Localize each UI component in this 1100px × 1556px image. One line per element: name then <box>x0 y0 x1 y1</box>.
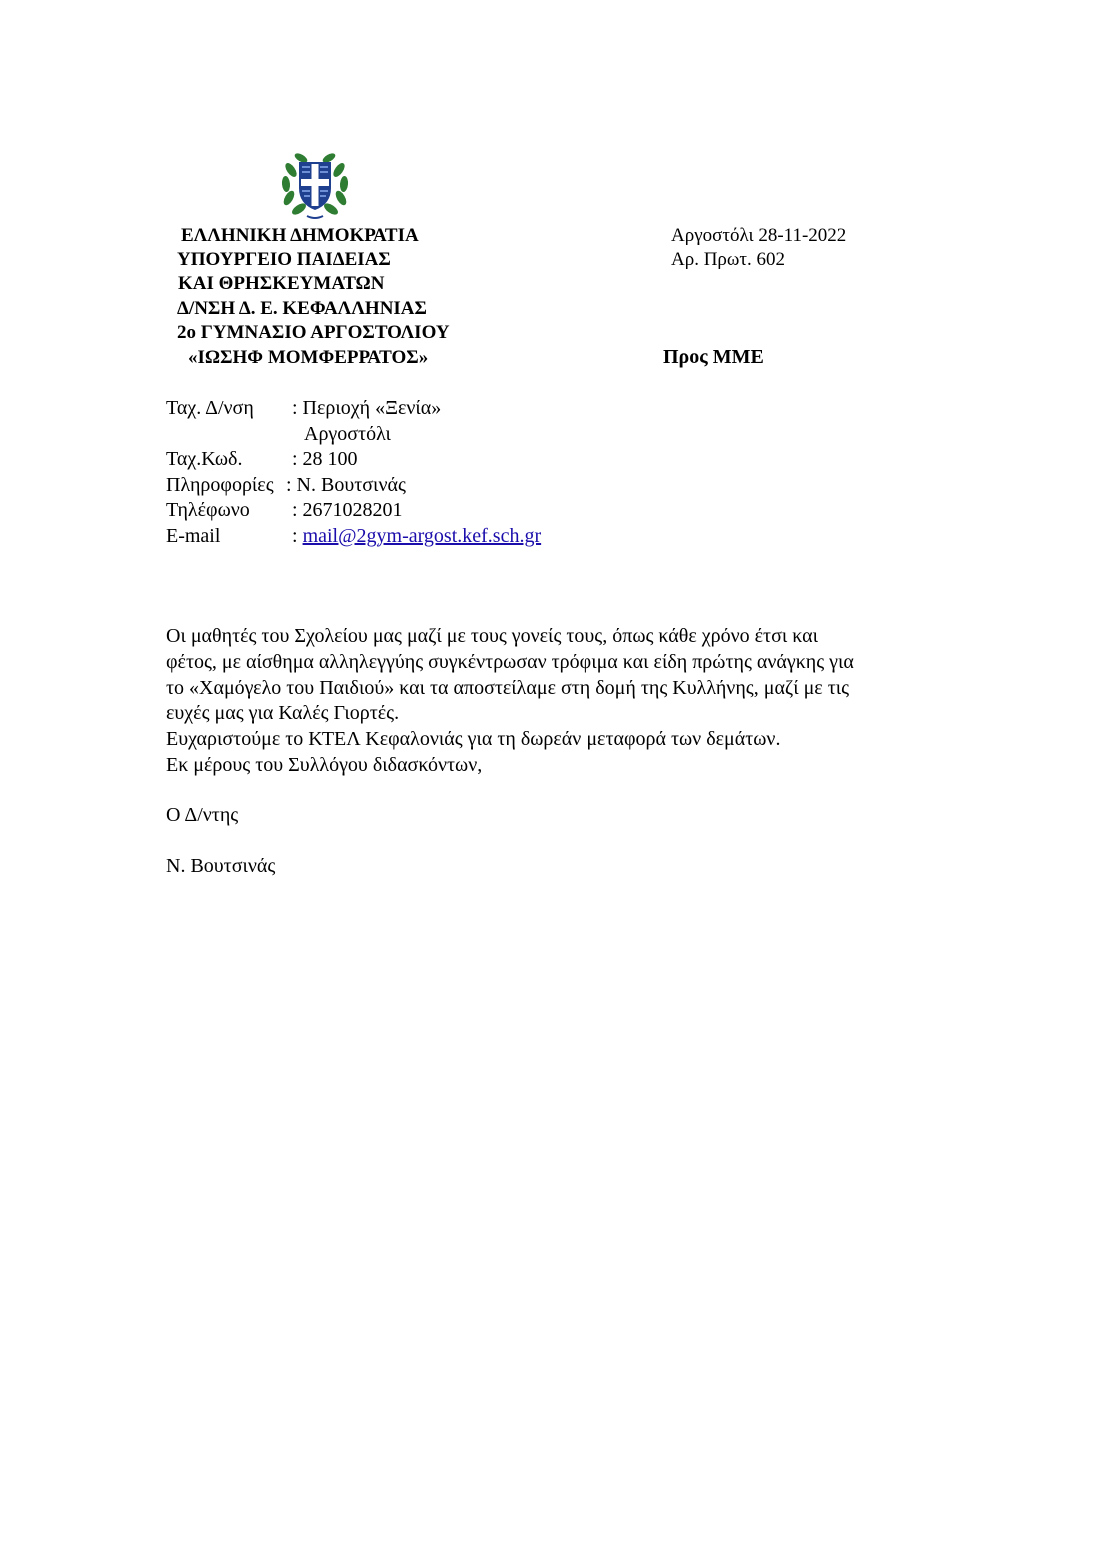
contact-block <box>166 396 686 549</box>
body-line-4: ευχές μας για Καλές Γιορτές. <box>166 702 400 725</box>
org-line-5: 2ο ΓΥΜΝΑΣΙΟ ΑΡΓΟΣΤΟΛΙΟΥ <box>177 322 450 343</box>
signature-name: Ν. Βουτσινάς <box>166 855 276 877</box>
address-label: Ταχ. Δ/νση <box>166 397 254 419</box>
protocol-number: Αρ. Πρωτ. 602 <box>671 249 786 270</box>
body-line-5: Ευχαριστούμε το ΚΤΕΛ Κεφαλονιάς για τη δωρεάν μεταφορά των δεμάτων. <box>166 728 781 751</box>
org-line-4: Δ/ΝΣΗ Δ. Ε. ΚΕΦΑΛΛΗΝΙΑΣ <box>177 298 427 319</box>
letter-body <box>166 624 854 779</box>
closing-title: Ο Δ/ντης <box>166 804 239 826</box>
email-value-wrap <box>292 524 541 550</box>
body-line-1: Οι μαθητές του Σχολείου μας μαζί με τους γονείς τους, όπως κάθε χρόνο έτσι και <box>166 625 819 647</box>
info-value: : Ν. Βουτσινάς <box>286 473 406 496</box>
body-line-2: φέτος, με αίσθημα αλληλεγγύης συγκέντρωσαν τρόφιμα και είδη πρώτης ανάγκης για <box>166 650 854 673</box>
contact-row-postcode <box>166 447 686 473</box>
email-prefix: : <box>292 524 303 547</box>
contact-row-phone <box>166 498 686 524</box>
postcode-label: Ταχ.Κωδ. <box>166 448 243 470</box>
phone-label: Τηλέφωνο <box>166 499 250 521</box>
address-value-2: Αργοστόλι <box>304 422 391 445</box>
greek-coat-of-arms-icon <box>277 146 353 222</box>
org-line-2: ΥΠΟΥΡΓΕΙΟ ΠΑΙΔΕΙΑΣ <box>177 249 391 270</box>
recipient: Προς ΜΜΕ <box>663 346 764 368</box>
body-line-6: Εκ μέρους του Συλλόγου διδασκόντων, <box>166 753 483 776</box>
phone-value: : 2671028201 <box>292 499 403 521</box>
org-line-3: ΚΑΙ ΘΡΗΣΚΕΥΜΑΤΩΝ <box>178 273 385 294</box>
address-value: : Περιοχή «Ξενία» <box>292 397 442 419</box>
contact-row-address <box>166 396 686 422</box>
letter-date: Αργοστόλι 28-11-2022 <box>671 225 847 246</box>
org-line-1: ΕΛΛΗΝΙΚΗ ΔΗΜΟΚΡΑΤΙΑ <box>181 225 419 246</box>
body-line-3: το «Χαμόγελο του Παιδιού» και τα αποστείλαμε στη δομή της Κυλλήνης, μαζί με τις <box>166 676 850 699</box>
postcode-value: : 28 100 <box>292 448 358 470</box>
contact-row-address-2 <box>166 422 686 448</box>
contact-row-email <box>166 524 686 550</box>
contact-row-info <box>166 473 686 499</box>
info-label: Πληροφορίες <box>166 473 274 496</box>
email-link[interactable]: mail@2gym-argost.kef.sch.gr <box>302 524 542 547</box>
org-line-6: «ΙΩΣΗΦ ΜΟΜΦΕΡΡΑΤΟΣ» <box>188 347 429 368</box>
email-label: E-mail <box>166 524 221 547</box>
